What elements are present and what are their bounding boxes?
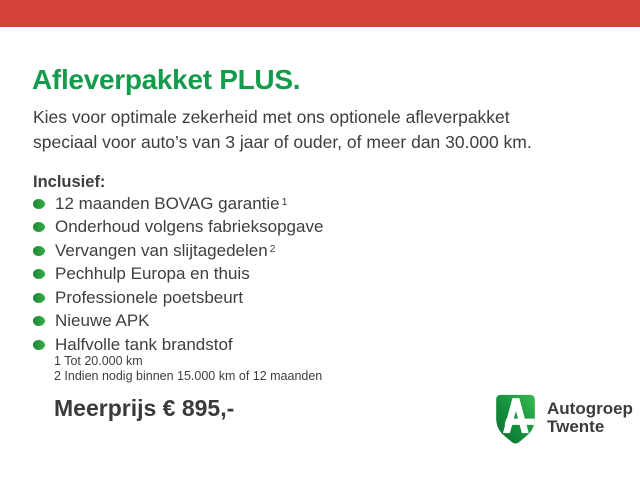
autogroep-twente-logo bbox=[494, 393, 633, 449]
intro-paragraph bbox=[33, 105, 532, 155]
intro-line-1: Kies voor optimale zekerheid met ons optionele afleverpakket bbox=[33, 107, 510, 127]
list-item-label bbox=[55, 311, 152, 331]
logo-line-2: Twente bbox=[547, 417, 605, 436]
list-item-text: 12 maanden BOVAG garantie bbox=[55, 193, 280, 213]
footnote-2: 2 Indien nodig binnen 15.000 km of 12 maanden bbox=[54, 369, 323, 383]
list-item bbox=[32, 192, 325, 216]
list-item-label bbox=[55, 217, 325, 237]
shield-a-logo-icon bbox=[494, 393, 537, 449]
price-label: Meerprijs € 895,- bbox=[54, 395, 235, 421]
footnotes bbox=[54, 354, 322, 384]
included-label: Inclusief: bbox=[33, 173, 106, 191]
included-list bbox=[32, 192, 325, 357]
list-item bbox=[32, 286, 325, 310]
list-item bbox=[32, 239, 325, 263]
list-item-label bbox=[55, 194, 287, 214]
leaf-bullet-icon bbox=[32, 339, 46, 351]
list-item-text: Vervangen van slijtagedelen bbox=[55, 240, 268, 260]
footnote-marker: 2 bbox=[269, 242, 276, 255]
list-item-text: Professionele poetsbeurt bbox=[55, 287, 244, 307]
leaf-bullet-icon bbox=[32, 198, 46, 210]
list-item bbox=[32, 333, 325, 357]
leaf-bullet-icon bbox=[32, 221, 46, 233]
footnote-marker: 1 bbox=[281, 195, 288, 208]
leaf-bullet-icon bbox=[32, 292, 46, 304]
intro-line-2: speciaal voor auto’s van 3 jaar of ouder, of meer dan 30.000 km. bbox=[33, 132, 532, 152]
list-item-label bbox=[55, 288, 245, 308]
list-item-label bbox=[55, 241, 276, 261]
leaf-bullet-icon bbox=[32, 268, 46, 280]
list-item-text: Pechhulp Europa en thuis bbox=[55, 264, 250, 284]
list-item-label bbox=[55, 335, 235, 355]
top-accent-bar bbox=[0, 0, 640, 27]
logo-wordmark bbox=[547, 400, 633, 436]
footnote-1: 1 Tot 20.000 km bbox=[54, 354, 143, 368]
list-item bbox=[32, 310, 325, 334]
list-item bbox=[32, 216, 325, 240]
list-item-text: Nieuwe APK bbox=[55, 311, 150, 331]
list-item-label bbox=[55, 264, 252, 284]
list-item-text: Onderhoud volgens fabrieksopgave bbox=[55, 217, 324, 237]
list-item bbox=[32, 263, 325, 287]
list-item-text: Halfvolle tank brandstof bbox=[55, 334, 233, 354]
leaf-bullet-icon bbox=[32, 245, 46, 257]
page-title: Afleverpakket PLUS. bbox=[32, 64, 301, 95]
logo-line-1: Autogroep bbox=[547, 399, 633, 418]
leaf-bullet-icon bbox=[32, 315, 46, 327]
